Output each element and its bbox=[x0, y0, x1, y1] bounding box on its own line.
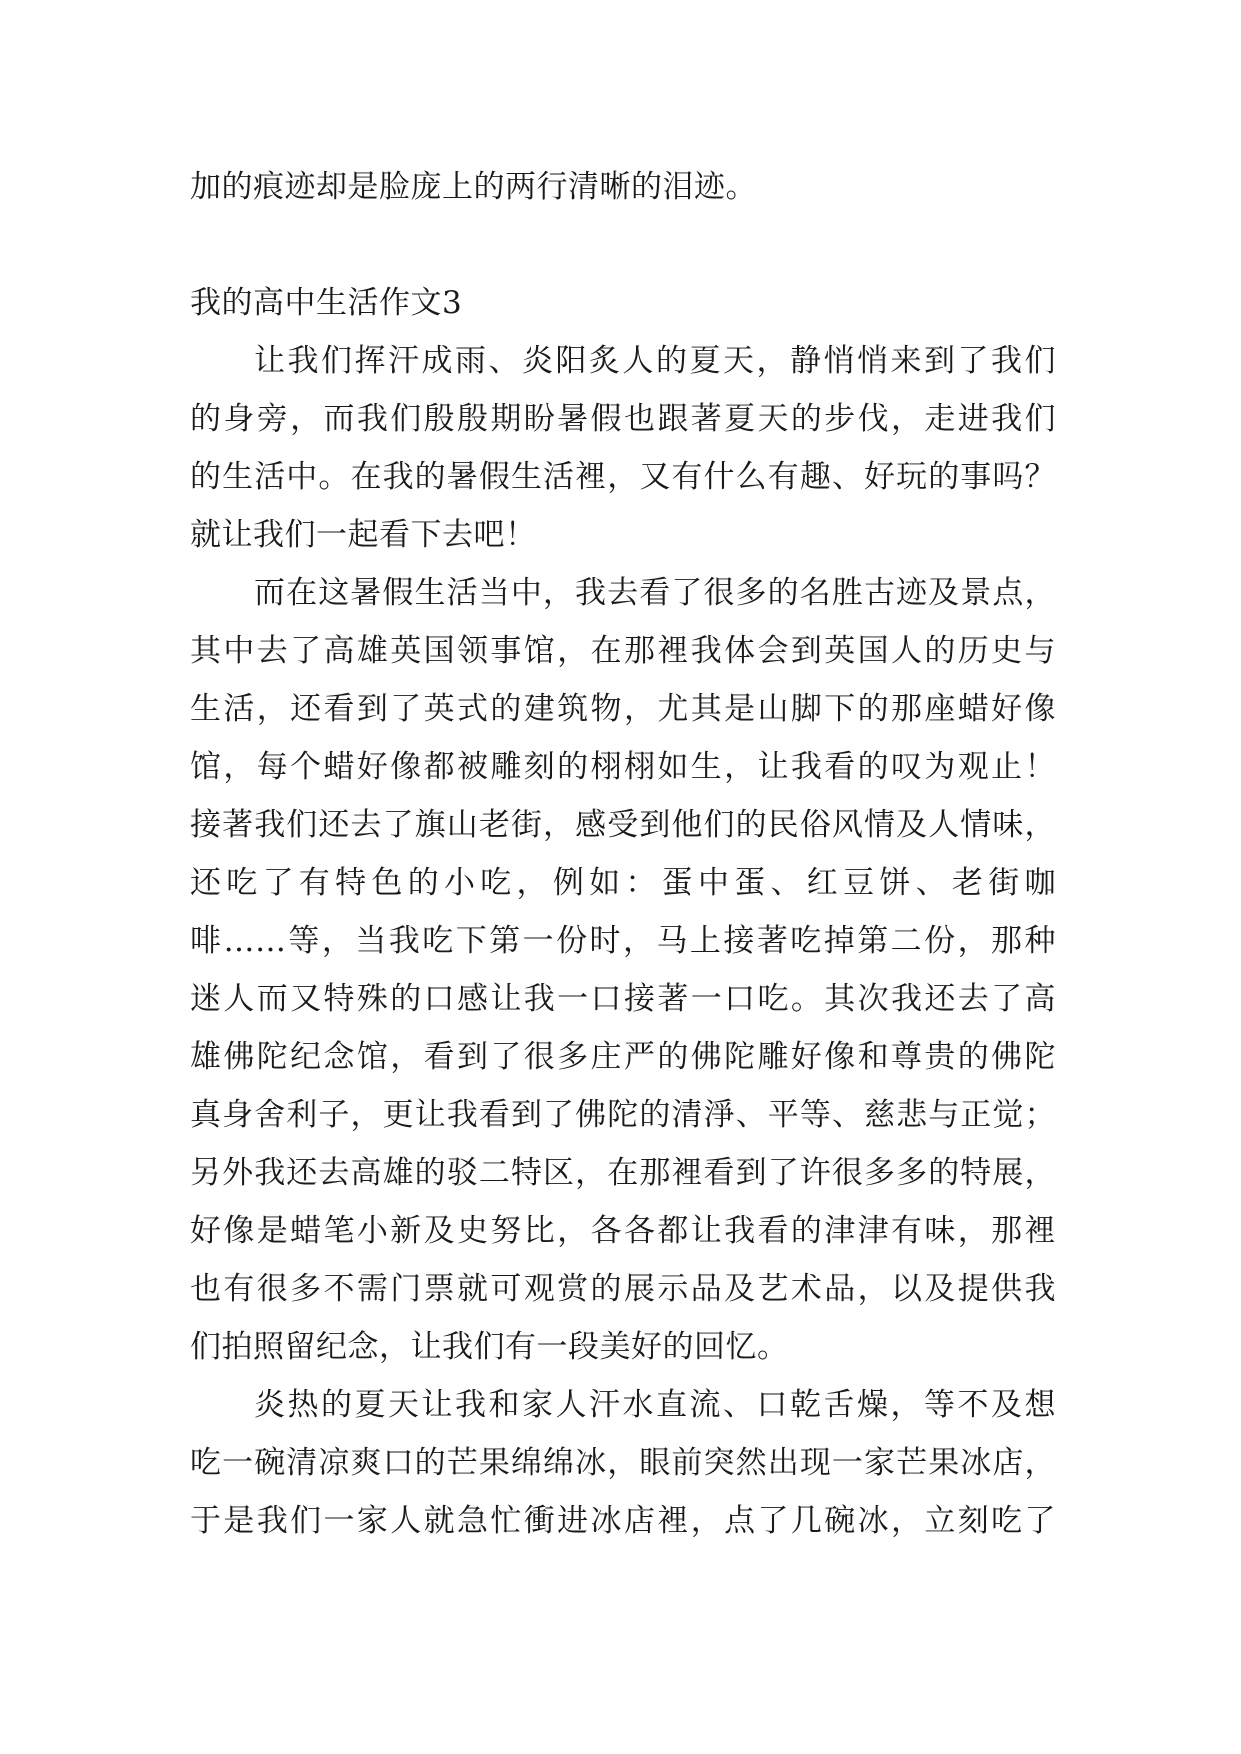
text-line: 另外我还去高雄的驳二特区，在那裡看到了许很多多的特展， bbox=[190, 1155, 1056, 1191]
text-line: 啡……等，当我吃下第一份时，马上接著吃掉第二份，那种 bbox=[190, 923, 1056, 959]
text-line: 馆，每个蜡好像都被雕刻的栩栩如生，让我看的叹为观止！ bbox=[190, 749, 1056, 785]
text-line: 让我们挥汗成雨、炎阳炙人的夏天，静悄悄来到了我们 bbox=[254, 343, 1056, 379]
paragraph bbox=[190, 564, 1056, 1376]
paragraph bbox=[190, 1376, 1056, 1550]
text-line: 雄佛陀纪念馆，看到了很多庄严的佛陀雕好像和尊贵的佛陀 bbox=[190, 1039, 1056, 1075]
text-line: 还吃了有特色的小吃，例如：蛋中蛋、红豆饼、老街咖 bbox=[190, 865, 1056, 901]
text-line: 生活，还看到了英式的建筑物，尤其是山脚下的那座蜡好像 bbox=[190, 691, 1056, 727]
text-line: 真身舍利子，更让我看到了佛陀的清淨、平等、慈悲与正觉； bbox=[190, 1097, 1056, 1133]
text-line: 的身旁，而我们殷殷期盼暑假也跟著夏天的步伐，走进我们 bbox=[190, 401, 1056, 437]
text-line: 其中去了高雄英国领事馆，在那裡我体会到英国人的历史与 bbox=[190, 633, 1056, 669]
text-line: 加的痕迹却是脸庞上的两行清晰的泪迹。 bbox=[190, 169, 757, 205]
text-line: 接著我们还去了旗山老街，感受到他们的民俗风情及人情味， bbox=[190, 807, 1056, 843]
text-line: 就让我们一起看下去吧！ bbox=[190, 517, 537, 553]
text-line: 好像是蜡笔小新及史努比，各各都让我看的津津有味，那裡 bbox=[190, 1213, 1056, 1249]
text-line: 炎热的夏天让我和家人汗水直流、口乾舌燥，等不及想 bbox=[254, 1387, 1056, 1423]
document-body bbox=[190, 158, 1056, 1550]
text-line: 们拍照留纪念，让我们有一段美好的回忆。 bbox=[190, 1329, 789, 1365]
section-heading: 我的高中生活作文3 bbox=[190, 285, 463, 321]
text-line: 吃一碗清凉爽口的芒果绵绵冰，眼前突然出现一家芒果冰店， bbox=[190, 1445, 1056, 1481]
text-line: 的生活中。在我的暑假生活裡，又有什么有趣、好玩的事吗？ bbox=[190, 459, 1056, 495]
paragraph bbox=[190, 332, 1056, 564]
text-line: 于是我们一家人就急忙衝进冰店裡，点了几碗冰，立刻吃了 bbox=[190, 1503, 1056, 1539]
text-line: 而在这暑假生活当中，我去看了很多的名胜古迹及景点， bbox=[254, 575, 1056, 611]
text-line: 也有很多不需门票就可观赏的展示品及艺术品，以及提供我 bbox=[190, 1271, 1056, 1307]
text-line: 迷人而又特殊的口感让我一口接著一口吃。其次我还去了高 bbox=[190, 981, 1056, 1017]
